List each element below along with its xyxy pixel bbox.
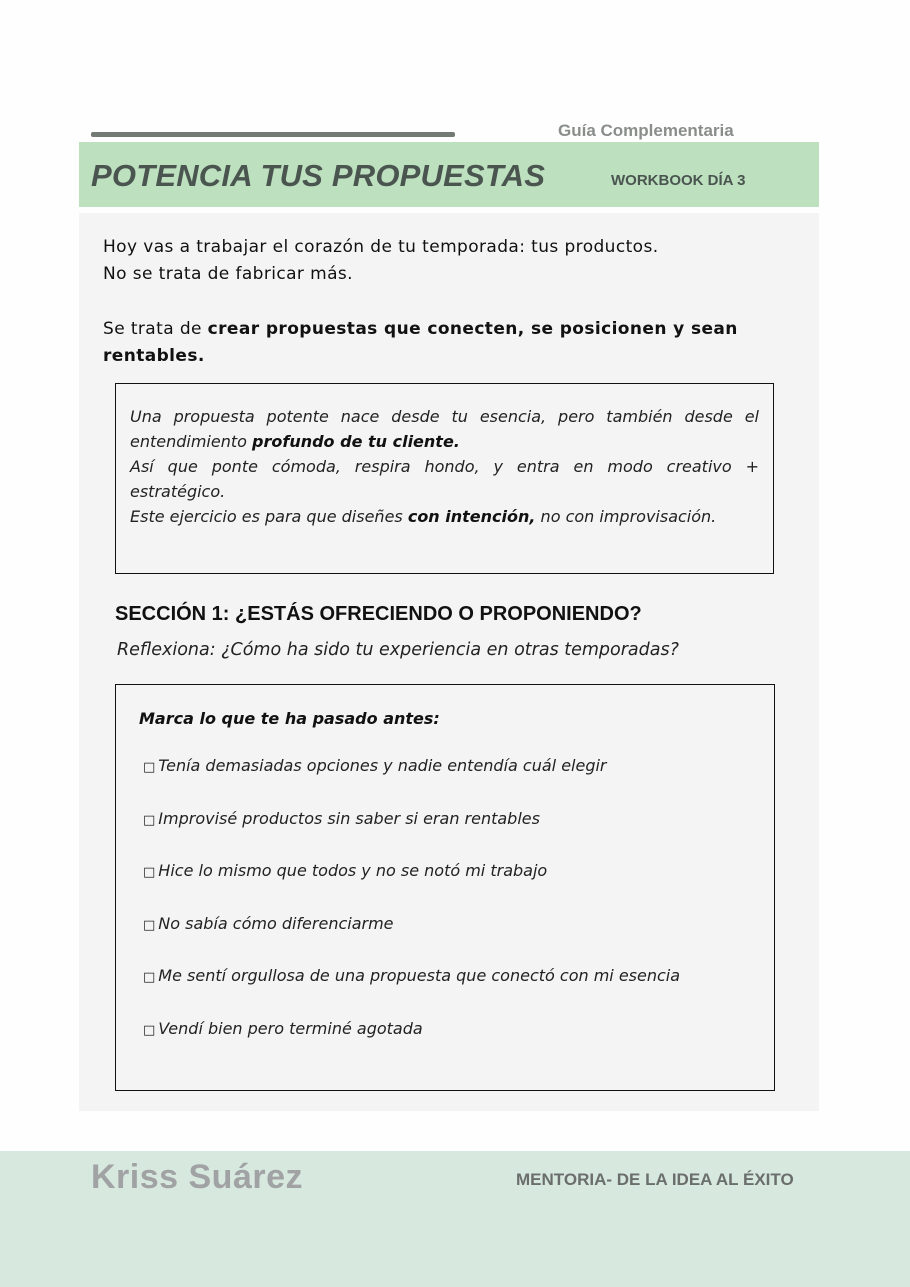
checklist-item[interactable]: [138, 753, 738, 780]
checklist-item[interactable]: [138, 806, 738, 833]
note-p3-bold: con intención,: [407, 507, 536, 526]
checklist-item[interactable]: [138, 1016, 738, 1043]
intro-line-3-prefix: Se trata de: [103, 319, 208, 339]
intro-line-3-bold: crear propuestas que conecten, se posicionen y sean rentables.: [103, 319, 738, 366]
checkbox-icon[interactable]: □: [143, 970, 156, 985]
note-text: [130, 404, 759, 529]
intro-line-2: No se trata de fabricar más.: [103, 264, 353, 284]
checkbox-icon[interactable]: □: [143, 865, 156, 880]
checklist-item[interactable]: [138, 858, 738, 885]
note-p3-text: Este ejercicio es para que diseñes: [130, 507, 408, 526]
note-p1-bold: profundo de tu cliente.: [252, 432, 460, 451]
checklist-item[interactable]: [138, 911, 738, 938]
author-name: Kriss Suárez: [91, 1158, 303, 1196]
section-1-reflect-prompt: Reflexiona: ¿Cómo ha sido tu experiencia en otras temporadas?: [117, 640, 679, 660]
guide-label: Guía Complementaria: [558, 121, 734, 140]
program-name: MENTORIA- DE LA IDEA AL ÉXITO: [516, 1170, 794, 1189]
checkbox-icon[interactable]: □: [143, 760, 156, 775]
header-divider: [91, 132, 455, 137]
checkbox-icon[interactable]: □: [143, 812, 156, 828]
checklist-item-label: Tenía demasiadas opciones y nadie entendía cuál elegir: [158, 756, 607, 775]
note-paragraph-3: [130, 504, 759, 529]
note-paragraph-1: [130, 404, 759, 454]
checklist-item-label: Me sentí orgullosa de una propuesta que conectó con mi esencia: [158, 966, 681, 985]
intro-line-3: [103, 316, 775, 370]
note-paragraph-2: Así que ponte cómoda, respira hondo, y entra en modo creativo + estratégico.: [130, 457, 759, 501]
checklist-box: [115, 684, 775, 1091]
section-1-title: SECCIÓN 1: ¿ESTÁS OFRECIENDO O PROPONIENDO?: [115, 603, 642, 625]
checklist-item-label: Vendí bien pero terminé agotada: [158, 1018, 423, 1038]
checklist-item-label: Hice lo mismo que todos y no se notó mi trabajo: [158, 861, 548, 880]
intro-text: [103, 234, 775, 370]
intro-line-1: Hoy vas a trabajar el corazón de tu temporada: tus productos.: [103, 237, 659, 257]
checkbox-icon[interactable]: □: [143, 917, 156, 933]
checklist-item-label: No sabía cómo diferenciarme: [158, 913, 394, 933]
note-p1-text: Una propuesta potente nace desde tu esencia, pero también desde el entendimiento: [130, 407, 759, 451]
checklist-heading: Marca lo que te ha pasado antes:: [139, 709, 440, 728]
checklist-item-label: Improvisé productos sin saber si eran rentables: [158, 808, 540, 828]
checklist-item[interactable]: [138, 963, 738, 990]
page-title: POTENCIA TUS PROPUESTAS: [91, 158, 546, 193]
note-p3-end: no con improvisación.: [535, 507, 717, 526]
checkbox-icon[interactable]: □: [143, 1022, 156, 1038]
checklist: [138, 753, 738, 1068]
note-box: [115, 383, 774, 574]
workbook-day-label: WORKBOOK DÍA 3: [611, 172, 746, 189]
